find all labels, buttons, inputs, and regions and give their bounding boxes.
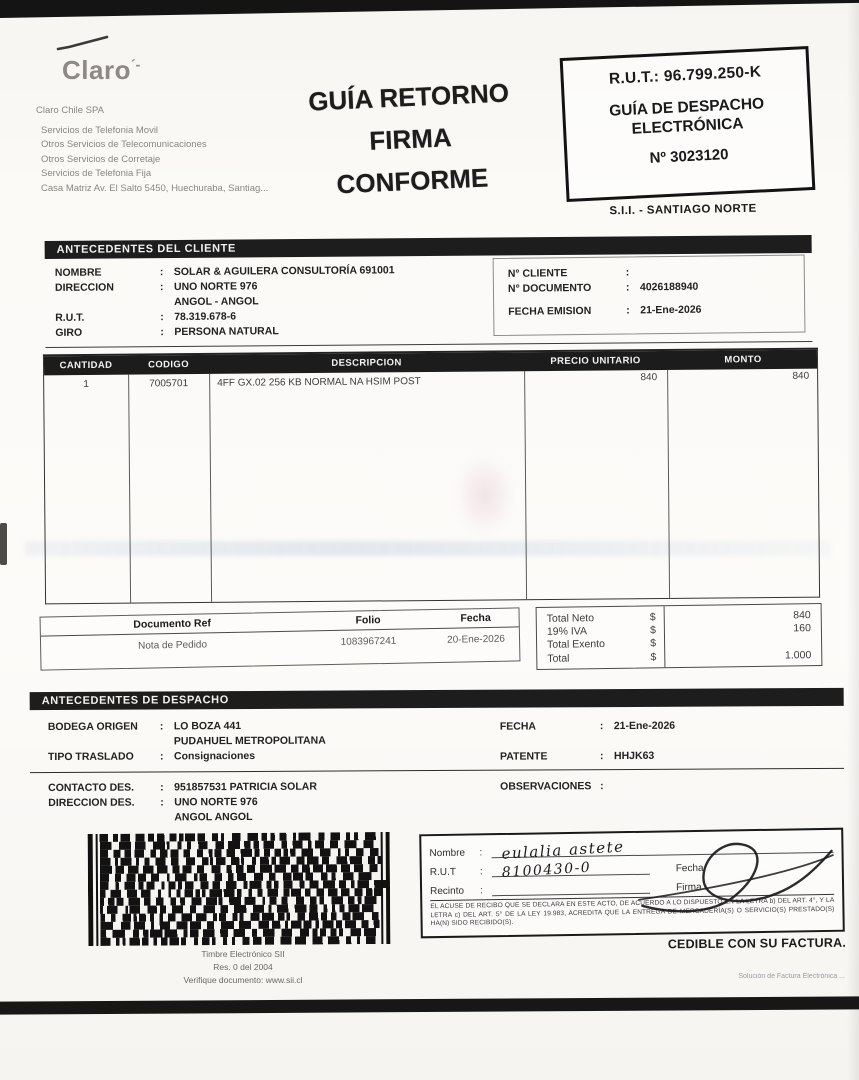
colon: : (600, 780, 604, 793)
field-label: N° CLIENTE (507, 267, 568, 280)
column-header-precio: PRECIO UNITARIO (550, 355, 641, 367)
item-descripcion: 4FF GX.02 256 KB NORMAL NA HSIM POST (217, 376, 421, 389)
sii-barcode-wrap (88, 832, 391, 946)
total-row (547, 651, 656, 666)
totals-labels (537, 606, 666, 669)
handwritten-name: eulalia astete (501, 837, 625, 863)
client-giro-row (55, 323, 485, 341)
colon: : (599, 720, 604, 733)
total-label: Total (547, 652, 570, 665)
column-divider (209, 374, 212, 602)
cedible-note: CEDIBLE CON SU FACTURA. (667, 935, 847, 952)
claro-logo (62, 55, 140, 86)
fecha-label: Fecha (675, 862, 704, 875)
field-label: Recinto (430, 885, 465, 898)
colon: : (479, 847, 483, 859)
items-table-body (44, 369, 819, 604)
client-fields-right (493, 255, 806, 337)
colon: : (159, 720, 164, 733)
colon: : (159, 266, 164, 279)
field-label: N° DOCUMENTO (507, 281, 592, 295)
total-value: 1.000 (784, 648, 812, 662)
field-label: FECHA EMISION (508, 304, 592, 318)
client-fields-left (55, 263, 486, 341)
field-label: R.U.T (429, 866, 457, 879)
legal-text: EL ACUSE DE RECIBO QUE SE DECLARA EN ESTE ACTO, DE ACUERDO A LO DISPUESTO EN LA LETRA b) DEL ART. 4°, Y LA LETRA c) DEL ART. 5° DE LA LEY 19.983, ACREDITA QUE LA ENTREGA DE MERCADERÍA(S) O SERVICIO(S) PRESTADO(S) HA(N) SIDO RECIBIDO(S). (430, 896, 835, 928)
client-giro: PERSONA NATURAL (174, 325, 279, 338)
total-label: Total Exento (547, 638, 605, 652)
colon: : (160, 326, 164, 339)
colon: : (160, 796, 164, 809)
stamp-title-line1: GUÍA RETORNO (307, 77, 510, 117)
column-divider (128, 375, 131, 603)
colon: : (160, 781, 164, 794)
colon: : (160, 311, 164, 324)
direccion-destino-line1: UNO NORTE 976 (174, 795, 258, 809)
recinto-write-line (492, 878, 650, 896)
item-codigo: 7005701 (149, 378, 189, 390)
patente-row (500, 748, 840, 765)
currency-symbol: $ (650, 637, 657, 650)
currency-symbol: $ (650, 650, 657, 664)
field-label: DIRECCION (54, 281, 114, 294)
direccion-destino-line2: ANGOL ANGOL (174, 810, 253, 824)
company-info (36, 104, 268, 196)
document-type-line2: ELECTRÓNICA (631, 115, 744, 138)
timbre-caption (118, 948, 368, 987)
document-type (565, 92, 810, 142)
stamp-title-line2: FIRMA CONFORME (335, 122, 489, 200)
colon: : (599, 750, 604, 763)
dispatch-fields-left (48, 718, 489, 826)
company-line: Otros Servicios de Corretaje (41, 153, 161, 165)
scanner-right-shade (847, 0, 859, 1080)
footer-note: Solución de Factura Electrónica ... (738, 973, 845, 980)
colon: : (480, 885, 483, 897)
item-cantidad: 1 (83, 378, 90, 391)
totals-box (536, 603, 823, 670)
dispatch-body (30, 706, 845, 832)
column-header-documento-ref: Documento Ref (133, 617, 212, 631)
bodega-origen-line1: LO BOZA 441 (173, 720, 242, 733)
company-line: Claro Chile SPA (36, 105, 104, 116)
item-monto: 840 (792, 370, 810, 382)
client-section-title: ANTECEDENTES DEL CLIENTE (45, 235, 812, 259)
items-table (43, 348, 820, 605)
colon: : (625, 266, 630, 279)
reference-fecha: 20-Ene-2026 (446, 633, 506, 646)
field-label: TIPO TRASLADO (47, 750, 134, 764)
column-header-monto: MONTO (724, 354, 762, 366)
totals-values (665, 604, 822, 667)
barcode-stop-bar (386, 832, 391, 944)
total-neto-value: 840 (793, 609, 811, 622)
company-line: Otros Servicios de Telecomunicaciones (41, 139, 207, 150)
reference-doc: Nota de Pedido (137, 639, 208, 652)
colon: : (159, 281, 164, 294)
field-label: GIRO (55, 326, 83, 339)
field-label: FECHA (499, 720, 537, 733)
client-name: SOLAR & AGUILERA CONSULTORÍA 691001 (173, 264, 395, 278)
dispatch-section-title: ANTECEDENTES DE DESPACHO (30, 688, 844, 710)
total-label: 19% IVA (546, 625, 588, 639)
column-header-fecha: Fecha (460, 611, 491, 625)
item-row (44, 370, 817, 391)
sii-office: S.I.I. - SANTIAGO NORTE (609, 202, 757, 218)
column-header-folio: Folio (355, 614, 381, 627)
bottom-scan-bar (0, 996, 859, 1014)
tipo-traslado: Consignaciones (173, 749, 256, 763)
field-label: BODEGA ORIGEN (47, 720, 138, 734)
issuer-rut: R.U.T.: 96.799.250-K (608, 63, 762, 88)
client-body (45, 253, 813, 348)
colon: : (159, 750, 164, 763)
client-address-line1: UNO NORTE 976 (173, 280, 258, 293)
company-line: Casa Matriz Av. El Salto 5450, Huechuraba, Santiag... (41, 182, 269, 194)
client-address-line2: ANGOL - ANGOL (174, 295, 259, 308)
patente: HHJK63 (613, 749, 655, 763)
client-rut: 78.319.678-6 (174, 310, 237, 323)
sii-pdf417-barcode (88, 832, 391, 946)
company-line: Servicios de Telefonia Movil (41, 124, 159, 136)
document-number: Nº 3023120 (649, 146, 729, 167)
company-line: Servicios de Telefonia Fija (41, 168, 152, 179)
column-header-descripcion: DESCRIPCION (331, 357, 402, 369)
reference-folio: 1083967241 (340, 635, 397, 648)
currency-symbol: $ (649, 624, 656, 637)
handwritten-rut: 8100430-0 (501, 859, 592, 881)
column-header-cantidad: CANTIDAD (59, 359, 113, 372)
claro-logo-text: Claro (62, 55, 131, 85)
scanner-left-smudge (0, 523, 7, 565)
barcode-start-bar (88, 834, 94, 946)
field-label: R.U.T. (55, 311, 85, 324)
client-section (45, 235, 813, 348)
column-header-codigo: CODIGO (148, 359, 190, 371)
claro-logo-accent: ´- (130, 56, 141, 73)
colon: : (479, 866, 483, 878)
bodega-origen-line2: PUDAHUEL METROPOLITANA (173, 734, 326, 748)
colon: : (625, 281, 630, 294)
receipt-box (419, 828, 845, 939)
field-label: PATENTE (499, 750, 548, 763)
timbre-line3: Verifique documento: www.sii.cl (183, 975, 303, 985)
emission-date-row (508, 302, 804, 320)
contacto-destino: 951857531 PATRICIA SOLAR (174, 780, 317, 794)
emission-date: 21-Ene-2026 (640, 303, 702, 317)
timbre-line2: Res. 0 del 2004 (213, 962, 273, 972)
firma-label: Firma : (675, 881, 708, 894)
timbre-line1: Timbre Electrónico SII (201, 949, 285, 959)
item-precio-unitario: 840 (640, 372, 658, 384)
dispatch-fecha: 21-Ene-2026 (613, 719, 676, 733)
reference-table (40, 607, 521, 670)
stamp-title (290, 71, 530, 208)
document-number-value: 4026188940 (639, 280, 699, 294)
field-label: Nombre (429, 847, 466, 860)
scanner-top-edge (0, 0, 859, 18)
currency-symbol: $ (649, 611, 656, 624)
colon: : (626, 304, 630, 317)
document-type-line1: GUÍA DE DESPACHO (608, 95, 765, 120)
field-label: NOMBRE (54, 266, 102, 279)
field-label: DIRECCION DES. (48, 796, 135, 810)
dispatch-section (30, 688, 845, 832)
field-label: OBSERVACIONES (500, 780, 592, 793)
rut-box (560, 46, 816, 202)
column-divider (524, 371, 527, 599)
observaciones-row (500, 778, 840, 795)
dispatch-fecha-row (500, 718, 840, 735)
total-label: Total Neto (546, 612, 595, 625)
pen-checkmark (55, 33, 111, 53)
field-label: CONTACTO DES. (48, 781, 135, 795)
iva-value: 160 (793, 622, 811, 635)
column-divider (667, 370, 670, 598)
